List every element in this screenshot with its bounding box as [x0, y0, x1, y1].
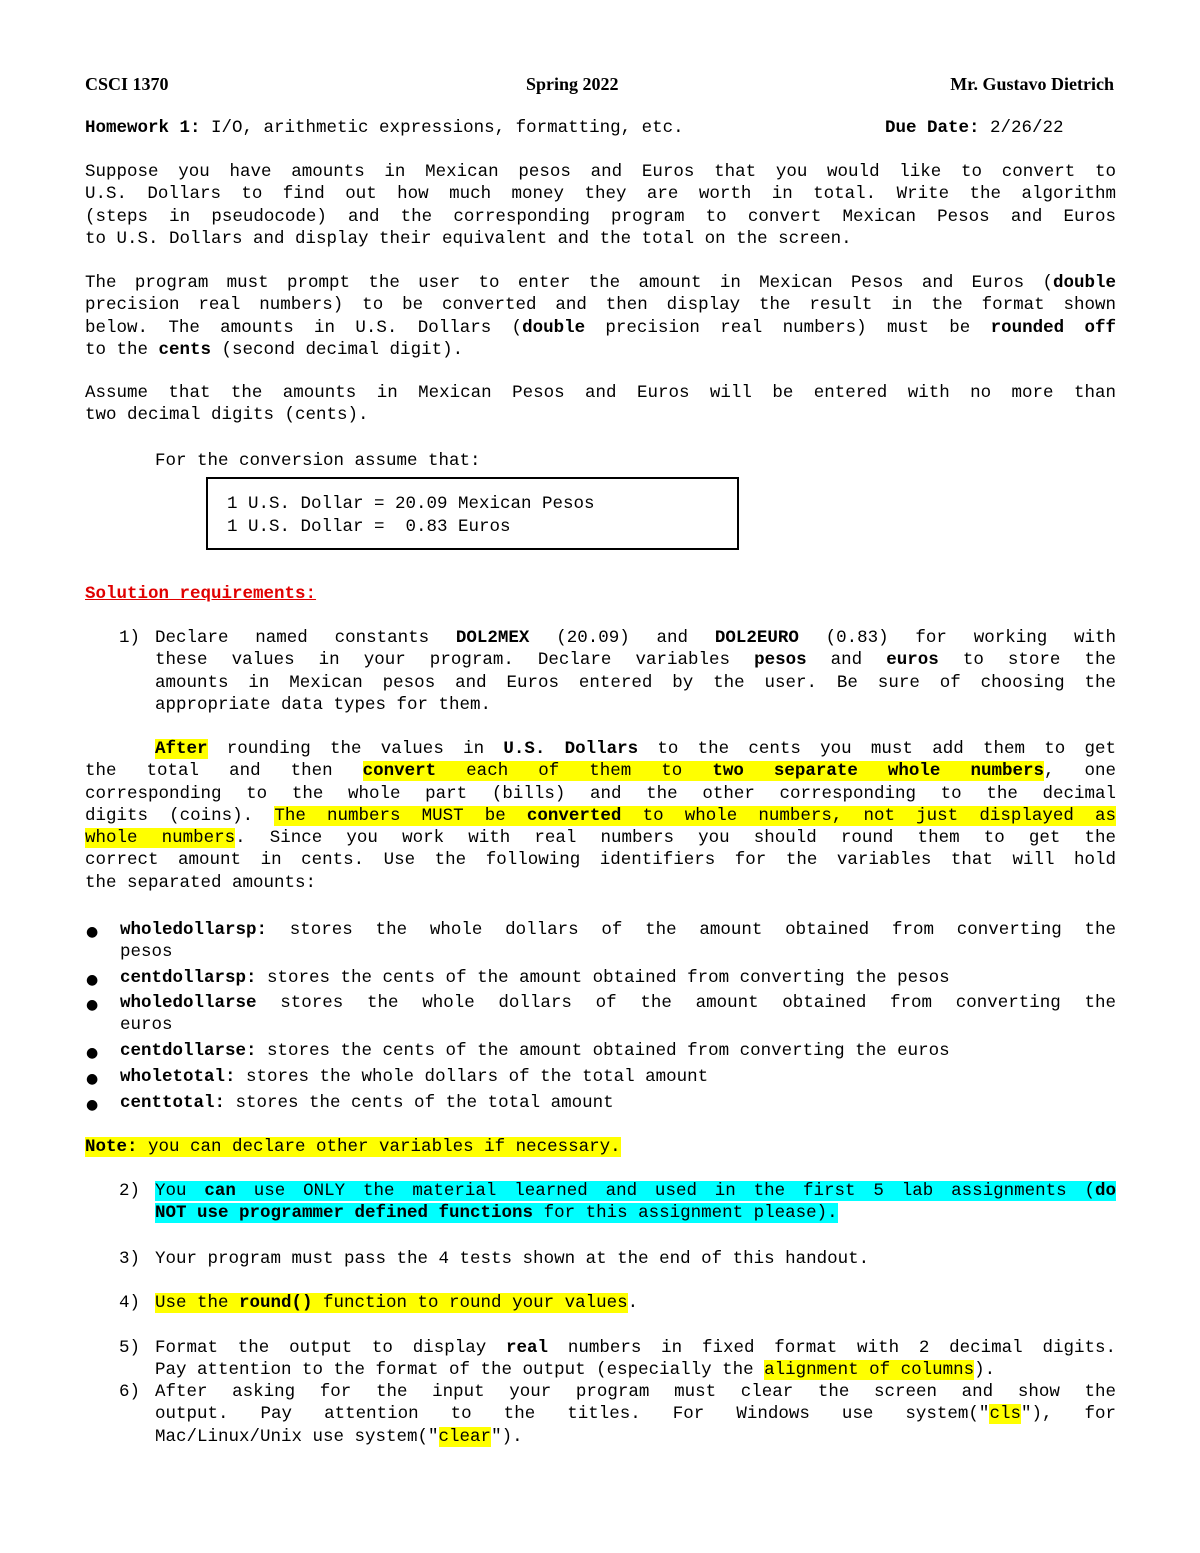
bullet-centdollarsp: centdollarsp: stores the cents of the amount obtained from converting the pesos [120, 968, 950, 988]
bullet-dot: ● [86, 924, 99, 940]
req6-number: 6) [119, 1382, 141, 1402]
req5-text: Format the output to display real numbers in fixed format with 2 decimal digits. Pay attention to the format of the output (especially the alignment of columns). [155, 1338, 1116, 1381]
conversion-rate-pesos: 1 U.S. Dollar = 20.09 Mexican Pesos [227, 494, 595, 514]
bullet-dot: ● [86, 1097, 99, 1113]
instructor: Mr. Gustavo Dietrich [950, 74, 1114, 94]
bullet-wholetotal: wholetotal: stores the whole dollars of the total amount [120, 1067, 709, 1087]
req3-text: Your program must pass the 4 tests shown at the end of this handout. [155, 1249, 870, 1269]
assume-paragraph: Assume that the amounts in Mexican Pesos and Euros will be entered with no more than two decimal digits (cents). [85, 383, 1116, 426]
bullet-dot: ● [86, 972, 99, 988]
solution-heading: Solution requirements: [85, 584, 317, 604]
term: Spring 2022 [526, 74, 619, 94]
note: Note: you can declare other variables if necessary. [85, 1137, 621, 1157]
bullet-wholedollarse: wholedollarse stores the whole dollars of the amount obtained from converting the euros [120, 993, 1116, 1036]
req1-number: 1) [119, 628, 141, 648]
req4-text: Use the round() function to round your values. [155, 1293, 639, 1313]
due-date: Due Date: 2/26/22 [885, 118, 1064, 138]
conversion-rate-euros: 1 U.S. Dollar = 0.83 Euros [227, 517, 511, 537]
conversion-intro: For the conversion assume that: [155, 451, 481, 471]
intro-paragraph: Suppose you have amounts in Mexican pesos and Euros that you would like to convert to U.S. Dollars to find out how much money they are worth in total. Write the algorithm (steps in pseudocode) and the corresponding program to convert Mexican Pesos and Euros to U.S. Dollars and display their equivalent and the total on the screen. [85, 162, 1116, 249]
bullet-centtotal: centtotal: stores the cents of the total amount [120, 1093, 614, 1113]
req1-text: Declare named constants DOL2MEX (20.09) and DOL2EURO (0.83) for working with these values in your program. Declare variables pesos and euros to store the amounts in Mexican pesos and Euros entered by the user. Be sure of choosing the appropriate data types for them. [155, 628, 1116, 715]
rounding-paragraph: After rounding the values in U.S. Dollars to the cents you must add them to get the total and then convert each of them to two separate whole numbers, one corresponding to the whole part (bills) and the other corresponding to the decimal digits (coins). The numbers MUST be converted to whole numbers, not just displayed as whole numbers. Since you work with real numbers you should round them to get the correct amount in cents. Use the following identifiers for the variables that will hold the separated amounts: [85, 739, 1116, 893]
bullet-centdollarse: centdollarse: stores the cents of the amount obtained from converting the euros [120, 1041, 950, 1061]
req2-text: You can use ONLY the material learned and used in the first 5 lab assignments (do NOT use programmer defined functions for this assignment please). [155, 1181, 1116, 1224]
prompt-paragraph: The program must prompt the user to enter the amount in Mexican Pesos and Euros (double precision real numbers) to be converted and then display the result in the format shown below. The amounts in U.S. Dollars (double precision real numbers) must be rounded off to the cents (second decimal digit). [85, 273, 1116, 360]
bullet-dot: ● [86, 1045, 99, 1061]
req2-number: 2) [119, 1181, 141, 1201]
req3-number: 3) [119, 1249, 141, 1269]
req6-text: After asking for the input your program must clear the screen and show the output. Pay attention to the titles. For Windows use system("cls"), for Mac/Linux/Unix use system("clear"). [155, 1382, 1116, 1447]
bullet-dot: ● [86, 997, 99, 1013]
req4-number: 4) [119, 1293, 141, 1313]
bullet-dot: ● [86, 1071, 99, 1087]
bullet-wholedollarsp: wholedollarsp: stores the whole dollars of the amount obtained from converting the pesos [120, 920, 1116, 963]
course-code: CSCI 1370 [85, 74, 169, 94]
req5-number: 5) [119, 1338, 141, 1358]
homework-title: Homework 1: I/O, arithmetic expressions, formatting, etc. [85, 118, 684, 138]
